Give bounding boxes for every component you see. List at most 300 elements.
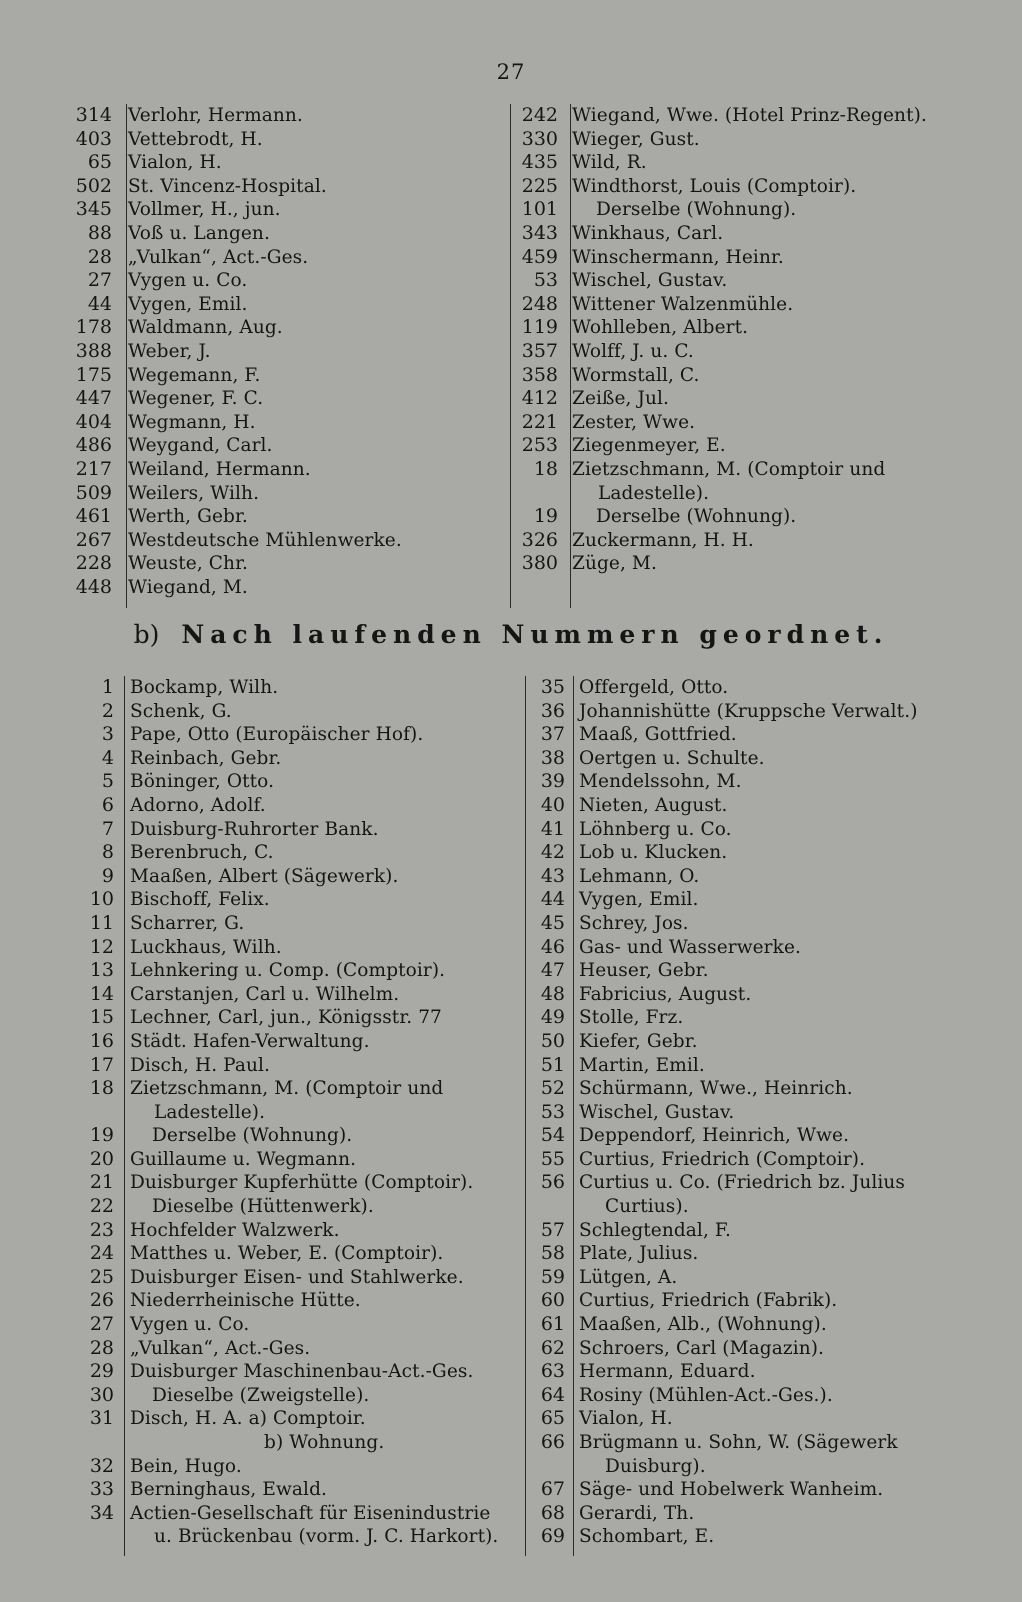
section-a-list [0,104,1022,608]
list-item [60,576,510,600]
entry-number: 56 [540,1171,565,1194]
entry-number: 502 [75,174,112,197]
list-item [525,1148,995,1172]
entry-name: Schroers, Carl (Magazin). [579,1337,825,1359]
entry-number: 2 [101,699,114,722]
entry-number: 330 [521,127,558,150]
entry-name: Wittener Walzenmühle. [572,293,794,315]
list-item [510,387,980,411]
list-item [525,1289,995,1313]
list-item [60,458,510,482]
list-item [525,1431,995,1455]
list-item [60,700,525,724]
entry-name: Duisburg). [605,1455,706,1477]
entry-name: Niederrheinische Hütte. [130,1290,361,1312]
entry-number: 36 [540,699,565,722]
entry-name: Züge, M. [572,553,657,575]
entry-number: 6 [101,793,114,816]
list-item [60,1313,525,1337]
entry-name: Zester, Wwe. [572,411,696,433]
entry-number: 52 [540,1077,565,1100]
entry-number: 88 [87,221,112,244]
entry-number: 38 [540,746,565,769]
list-item [525,1077,995,1101]
entry-name: Maaß, Gottfried. [579,724,737,746]
list-item [60,1171,525,1195]
list-item [525,818,995,842]
entry-number: 314 [75,104,112,126]
entry-name: Westdeutsche Mühlenwerke. [128,529,402,551]
entry-number: 459 [521,245,558,268]
entry-number: 11 [89,911,114,934]
entry-number: 242 [521,104,558,126]
list-item [60,1360,525,1384]
page-number: 27 [496,60,526,84]
entry-name: Ladestelle). [598,482,710,504]
list-item [60,959,525,983]
entry-number: 42 [540,841,565,864]
entry-number: 12 [89,935,114,958]
entry-number: 228 [75,552,112,575]
entry-name: Vygen u. Co. [130,1314,250,1336]
entry-name: Plate, Julius. [579,1243,699,1265]
entry-number: 53 [540,1100,565,1123]
list-item [60,1431,525,1455]
list-item [510,411,980,435]
entry-number: 447 [75,387,112,410]
list-item [525,1502,995,1526]
entry-number: 47 [540,959,565,982]
entry-name: Städt. Hafen-Verwaltung. [130,1030,370,1052]
entry-number: 9 [101,864,114,887]
entry-name: Wegener, F. C. [128,388,264,410]
entry-number: 358 [521,363,558,386]
list-item [525,700,995,724]
entry-name: Curtius). [605,1196,689,1218]
entry-number: 412 [521,387,558,410]
entry-name: Schürmann, Wwe., Heinrich. [579,1078,853,1100]
entry-name: b) Wohnung. [264,1432,385,1453]
entry-name: Carstanjen, Carl u. Wilhelm. [130,983,400,1005]
entry-number: 28 [87,245,112,268]
entry-number: 31 [89,1407,114,1430]
entry-number: 225 [521,174,558,197]
list-item [525,747,995,771]
list-item [510,458,980,482]
entry-number: 461 [75,505,112,528]
entry-number: 15 [89,1006,114,1029]
list-item [60,1502,525,1526]
entry-number: 68 [540,1501,565,1524]
list-item [510,552,980,576]
section-b-heading [0,620,1022,649]
entry-number: 19 [89,1124,114,1147]
entry-number: 23 [89,1218,114,1241]
list-item [525,959,995,983]
entry-name: Duisburger Eisen- und Stahlwerke. [130,1266,464,1288]
entry-name: Wolff, J. u. C. [572,340,694,362]
list-item [510,128,980,152]
list-item [60,151,510,175]
entry-name: Winschermann, Heinr. [572,246,784,268]
column-rule [124,676,125,1556]
list-item [60,293,510,317]
entry-number: 48 [540,982,565,1005]
entry-number: 46 [540,935,565,958]
entry-name: Zietzschmann, M. (Comptoir und [572,458,886,480]
entry-name: Vialon, H. [579,1408,673,1430]
entry-name: Voß u. Langen. [128,222,270,244]
list-item [525,1266,995,1290]
list-item [510,340,980,364]
entry-number: 32 [89,1454,114,1477]
list-item [525,770,995,794]
entry-number: 21 [89,1171,114,1194]
entry-name: Maaßen, Alb., (Wohnung). [579,1314,827,1336]
entry-name: Oertgen u. Schulte. [579,747,765,769]
entry-name: Windthorst, Louis (Comptoir). [572,175,857,197]
entry-name: Bein, Hugo. [130,1455,242,1477]
list-item [60,723,525,747]
entry-name: Maaßen, Albert (Sägewerk). [130,865,399,887]
entry-name: Duisburg-Ruhrorter Bank. [130,818,379,840]
entry-name: Derselbe (Wohnung). [596,506,797,528]
list-item [60,841,525,865]
entry-name: Curtius, Friedrich (Fabrik). [579,1290,838,1312]
entry-name: Weiland, Hermann. [128,458,311,480]
section-b-left-rows [60,676,525,1549]
entry-number: 486 [75,434,112,457]
list-item [60,818,525,842]
entry-number: 18 [89,1077,114,1100]
entry-number: 55 [540,1147,565,1170]
entry-number: 101 [521,198,558,221]
list-item [510,175,980,199]
entry-number: 14 [89,982,114,1005]
entry-number: 20 [89,1147,114,1170]
entry-number: 22 [89,1195,114,1218]
entry-name: Curtius, Friedrich (Comptoir). [579,1148,866,1170]
entry-name: Guillaume u. Wegmann. [130,1148,357,1170]
entry-name: Dieselbe (Zweigstelle). [152,1384,370,1406]
entry-name: Zuckermann, H. H. [572,529,754,551]
entry-name: Nieten, August. [579,794,728,816]
entry-number: 3 [101,723,114,746]
entry-name: Deppendorf, Heinrich, Wwe. [579,1125,850,1147]
list-item [60,770,525,794]
entry-name: Wild, R. [572,152,647,174]
entry-name: Wischel, Gustav. [572,270,728,292]
entry-name: Berenbruch, C. [130,842,274,864]
list-item [525,794,995,818]
list-item [60,1030,525,1054]
entry-name: Gas- und Wasserwerke. [579,936,801,958]
list-item [60,1455,525,1479]
entry-name: Duisburger Maschinenbau-Act.-Ges. [130,1361,474,1383]
entry-number: 24 [89,1242,114,1265]
section-a-left-rows [60,104,510,599]
entry-number: 27 [89,1313,114,1336]
entry-name: Brügmann u. Sohn, W. (Sägewerk [579,1432,898,1453]
entry-number: 54 [540,1124,565,1147]
list-item [60,364,510,388]
list-item [525,1525,995,1549]
list-item [525,723,995,747]
entry-number: 57 [540,1218,565,1241]
list-item [60,794,525,818]
list-item [525,1337,995,1361]
entry-name: Wiegand, M. [128,576,248,598]
entry-name: Ziegenmeyer, E. [572,435,726,457]
entry-name: u. Brückenbau (vorm. J. C. Harkort). [154,1526,499,1548]
list-item [60,222,510,246]
section-b-left-column [60,676,525,1556]
list-item [60,1266,525,1290]
entry-name: Wegmann, H. [128,411,256,433]
section-b-right-column [525,676,995,1556]
entry-name: Lehnkering u. Comp. (Comptoir). [130,960,446,982]
entry-number: 448 [75,575,112,598]
entry-name: Zeiße, Jul. [572,388,670,410]
entry-number: 345 [75,198,112,221]
entry-number: 10 [89,888,114,911]
list-item [525,1219,995,1243]
entry-name: Rosiny (Mühlen-Act.-Ges.). [579,1384,833,1406]
entry-number: 30 [89,1383,114,1406]
entry-number: 403 [75,127,112,150]
entry-name: Luckhaus, Wilh. [130,936,282,958]
entry-number: 27 [87,269,112,292]
entry-number: 67 [540,1478,565,1501]
entry-number: 16 [89,1029,114,1052]
entry-name: „Vulkan“, Act.-Ges. [130,1337,311,1359]
entry-number: 59 [540,1265,565,1288]
list-item [525,1313,995,1337]
entry-name: Disch, H. A. a) Comptoir. [130,1408,366,1430]
list-item [525,983,995,1007]
entry-name: „Vulkan“, Act.-Ges. [128,246,309,268]
list-item [60,1077,525,1101]
list-item [510,151,980,175]
list-item [60,482,510,506]
entry-name: Lechner, Carl, jun., Königsstr. 77 [130,1007,442,1029]
list-item [525,1030,995,1054]
list-item [60,1006,525,1030]
entry-name: Offergeld, Otto. [579,677,729,698]
entry-number: 41 [540,817,565,840]
list-item [60,387,510,411]
entry-number: 65 [87,151,112,174]
list-item [60,175,510,199]
list-item [510,269,980,293]
list-item [525,1407,995,1431]
entry-name: Lehmann, O. [579,865,700,887]
entry-number: 175 [75,363,112,386]
entry-name: Weilers, Wilh. [128,482,260,504]
column-rule [126,104,127,608]
list-item [525,1054,995,1078]
entry-name: Hochfelder Walzwerk. [130,1219,340,1241]
entry-number: 45 [540,911,565,934]
list-item [60,128,510,152]
entry-name: Weuste, Chr. [128,553,248,575]
entry-number: 17 [89,1053,114,1076]
list-item [525,1171,995,1195]
entry-number: 44 [540,888,565,911]
entry-name: Schrey, Jos. [579,912,689,934]
entry-number: 69 [540,1525,565,1548]
list-item [525,1478,995,1502]
entry-number: 119 [521,316,558,339]
entry-name: Verlohr, Hermann. [128,105,303,126]
entry-name: Schenk, G. [130,700,232,722]
entry-number: 61 [540,1313,565,1336]
entry-name: Vygen u. Co. [128,270,248,292]
entry-number: 39 [540,770,565,793]
entry-number: 62 [540,1336,565,1359]
list-item [60,316,510,340]
entry-number: 63 [540,1360,565,1383]
entry-number: 18 [533,457,558,480]
entry-name: Actien-Gesellschaft für Eisenindustrie [130,1502,491,1524]
list-item [60,1407,525,1431]
list-item [525,912,995,936]
entry-number: 53 [533,269,558,292]
entry-name: Wischel, Gustav. [579,1101,735,1123]
entry-number: 37 [540,723,565,746]
list-item [60,936,525,960]
entry-number: 49 [540,1006,565,1029]
section-b-right-rows [525,676,995,1549]
entry-name: Waldmann, Aug. [128,317,283,339]
entry-name: Wieger, Gust. [572,128,700,150]
entry-name: Schlegtendal, F. [579,1219,731,1241]
list-item [525,841,995,865]
list-item [60,1337,525,1361]
list-item [60,1242,525,1266]
list-item [60,1195,525,1219]
section-a-right-rows [510,104,980,576]
entry-name: Wohlleben, Albert. [572,317,749,339]
entry-number: 380 [521,552,558,575]
list-item [525,1384,995,1408]
list-item [60,1054,525,1078]
entry-number: 217 [75,457,112,480]
entry-number: 8 [101,841,114,864]
list-item [510,198,980,222]
list-item [60,1384,525,1408]
entry-number: 5 [101,770,114,793]
entry-number: 65 [540,1407,565,1430]
list-item [60,411,510,435]
entry-name: Adorno, Adolf. [130,794,266,816]
list-item [60,434,510,458]
entry-name: Lob u. Klucken. [579,842,728,864]
list-item [510,482,980,506]
entry-name: Martin, Emil. [579,1054,705,1076]
section-b-label: b) [133,620,160,649]
entry-number: 25 [89,1265,114,1288]
list-item [60,1289,525,1313]
entry-name: Weygand, Carl. [128,435,273,457]
entry-number: 435 [521,151,558,174]
entry-number: 51 [540,1053,565,1076]
list-item [510,293,980,317]
entry-name: Kiefer, Gebr. [579,1030,698,1052]
entry-name: Wiegand, Wwe. (Hotel Prinz-Regent). [572,105,927,126]
entry-number: 253 [521,434,558,457]
list-item [60,912,525,936]
list-item [60,983,525,1007]
entry-number: 28 [89,1336,114,1359]
entry-name: Vettebrodt, H. [128,128,263,150]
entry-name: Scharrer, G. [130,912,245,934]
entry-number: 43 [540,864,565,887]
list-item [525,1455,995,1479]
list-item [510,222,980,246]
entry-name: Löhnberg u. Co. [579,818,732,840]
entry-name: St. Vincenz-Hospital. [128,175,327,197]
entry-number: 267 [75,528,112,551]
list-item [525,676,995,700]
entry-name: Duisburger Kupferhütte (Comptoir). [130,1172,474,1194]
list-item [525,1101,995,1125]
entry-name: Bockamp, Wilh. [130,677,279,698]
section-b-list [0,676,1022,1556]
entry-name: Gerardi, Th. [579,1502,695,1524]
entry-name: Dieselbe (Hüttenwerk). [152,1196,374,1218]
entry-name: Hermann, Eduard. [579,1361,756,1383]
section-b-title: Nach laufenden Nummern geordnet. [181,620,889,649]
entry-name: Winkhaus, Carl. [572,222,724,244]
list-item [525,1006,995,1030]
entry-name: Ladestelle). [154,1101,266,1123]
list-item [525,1195,995,1219]
list-item [60,1148,525,1172]
entry-number: 4 [101,746,114,769]
entry-number: 13 [89,959,114,982]
entry-name: Bischoff, Felix. [130,889,270,911]
list-item [60,1478,525,1502]
entry-name: Curtius u. Co. (Friedrich bz. Julius [579,1172,906,1194]
entry-name: Vialon, H. [128,152,222,174]
list-item [60,552,510,576]
entry-number: 58 [540,1242,565,1265]
entry-number: 29 [89,1360,114,1383]
list-item [60,865,525,889]
entry-name: Reinbach, Gebr. [130,747,282,769]
entry-number: 7 [101,817,114,840]
entry-number: 404 [75,410,112,433]
entry-number: 357 [521,339,558,362]
entry-name: Johannishütte (Kruppsche Verwalt.) [579,700,918,722]
list-item [510,529,980,553]
list-item [60,505,510,529]
list-item [510,364,980,388]
entry-number: 221 [521,410,558,433]
entry-number: 44 [87,292,112,315]
entry-number: 388 [75,339,112,362]
entry-name: Schombart, E. [579,1526,715,1548]
entry-name: Wegemann, F. [128,364,261,386]
entry-number: 19 [533,505,558,528]
entry-number: 343 [521,221,558,244]
entry-number: 326 [521,528,558,551]
list-item [525,936,995,960]
section-a-right-column [510,104,980,608]
entry-name: Böninger, Otto. [130,771,275,793]
list-item [60,340,510,364]
